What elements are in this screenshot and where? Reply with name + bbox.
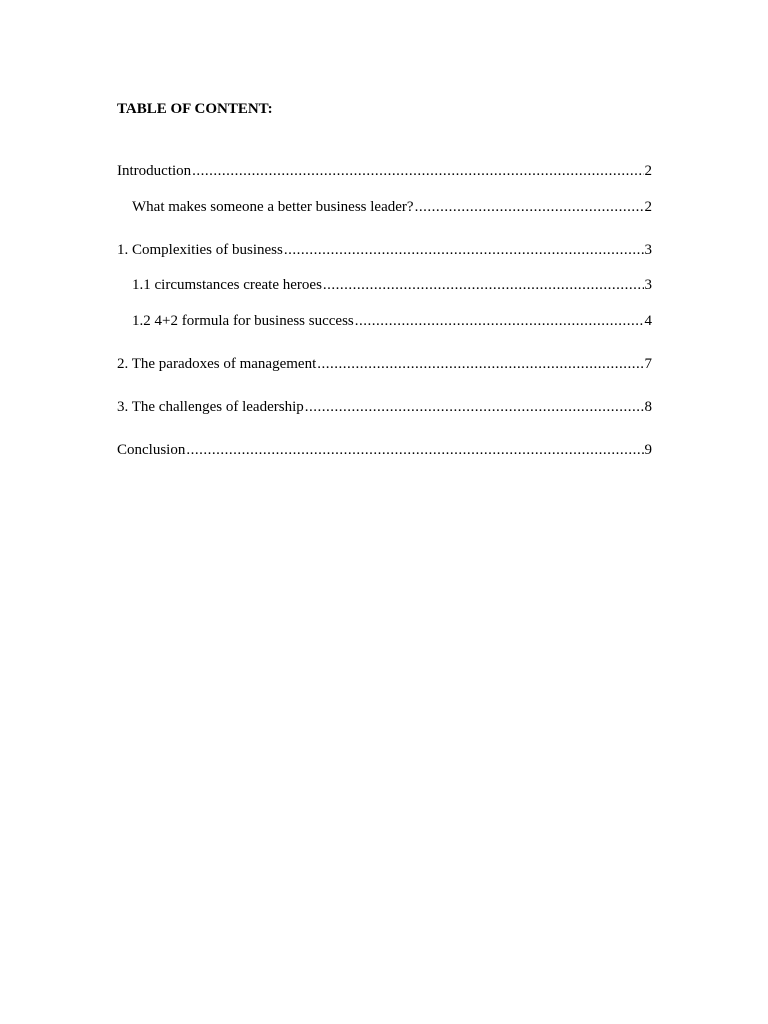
toc-entry-paradoxes-of-management[interactable]	[117, 354, 652, 374]
toc-dot-leader	[317, 354, 643, 374]
toc-heading: TABLE OF CONTENT:	[117, 101, 273, 117]
toc-entry-page-number: 3	[644, 242, 652, 258]
toc-entry-title: What makes someone a better business leader?	[132, 199, 414, 215]
toc-dot-leader	[415, 197, 644, 217]
toc-dot-leader	[284, 240, 644, 260]
toc-dot-leader	[355, 311, 644, 331]
toc-entry-conclusion[interactable]	[117, 440, 652, 460]
toc-entry-title: Introduction	[117, 163, 192, 179]
toc-entry-page-number: 3	[644, 277, 652, 293]
toc-dot-leader	[186, 440, 643, 460]
toc-entry-page-number: 2	[644, 163, 652, 179]
toc-entry-circumstances-create-heroes[interactable]	[132, 275, 652, 295]
toc-entry-page-number: 2	[644, 199, 652, 215]
toc-dot-leader	[323, 275, 644, 295]
toc-entry-formula-business-success[interactable]	[132, 311, 652, 331]
toc-dot-leader	[305, 397, 644, 417]
toc-entry-page-number: 4	[644, 313, 652, 329]
toc-entry-title: 2. The paradoxes of management	[117, 356, 317, 372]
toc-entry-title: 1.2 4+2 formula for business success	[132, 313, 354, 329]
toc-entry-title: 1. Complexities of business	[117, 242, 283, 258]
toc-entry-page-number: 8	[644, 399, 652, 415]
toc-entry-title: Conclusion	[117, 442, 186, 458]
toc-entry-title: 1.1 circumstances create heroes	[132, 277, 322, 293]
toc-entry-introduction[interactable]	[117, 161, 652, 181]
toc-dot-leader	[192, 161, 643, 181]
toc-entry-better-business-leader[interactable]	[132, 197, 652, 217]
toc-entry-complexities-of-business[interactable]	[117, 240, 652, 260]
toc-entry-page-number: 9	[644, 442, 652, 458]
toc-entry-challenges-of-leadership[interactable]	[117, 397, 652, 417]
toc-entry-page-number: 7	[644, 356, 652, 372]
toc-entry-title: 3. The challenges of leadership	[117, 399, 304, 415]
